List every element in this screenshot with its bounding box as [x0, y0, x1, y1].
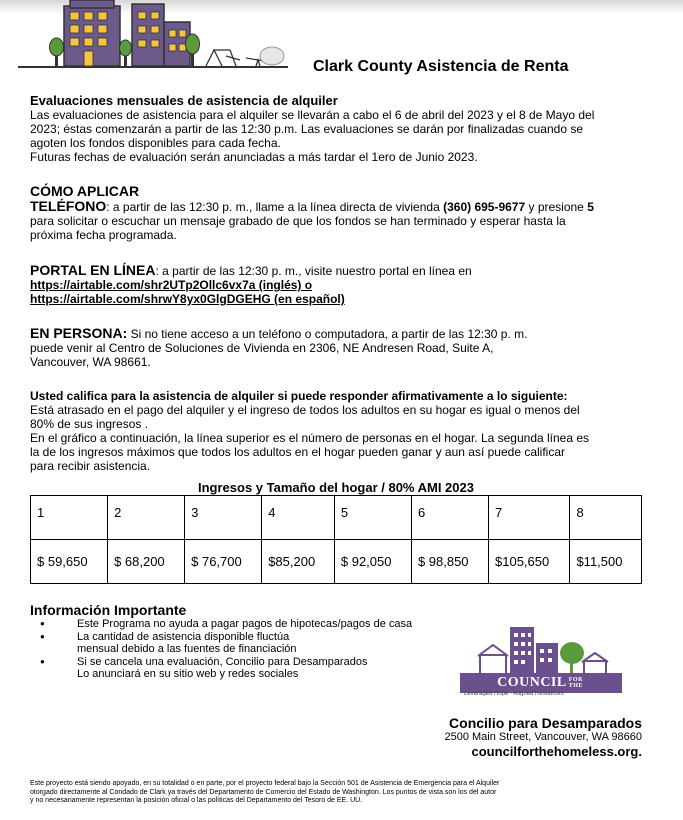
- info-item-text: mensual debido a las fuentes de financiación: [77, 643, 297, 655]
- portal-section: [30, 263, 646, 306]
- portal-link-english[interactable]: https://airtable.com/shr2UTp2Ollc6vx7a (inglés) o: [30, 278, 313, 292]
- footer-line: Este proyecto está siendo apoyado, en su totalidad o en parte, por el proyecto federal bajo la Sección 501 de Asistencia de Emergencia para el Alquiler: [30, 780, 500, 787]
- logo-word: COUNCIL: [497, 675, 567, 690]
- califica-line: En el gráfico a continuación, la línea superior es el número de personas en el hogar. La segunda línea es: [30, 431, 590, 445]
- evaluaciones-line: 2023; éstas comenzarán a partir de las 12:30 p.m. Las evaluaciones se darán por finalizadas cuando se: [30, 122, 584, 136]
- household-size-cell: 2: [108, 496, 185, 540]
- bush-icon: [260, 47, 284, 65]
- household-size-cell: 4: [262, 496, 335, 540]
- evaluaciones-line: agoten los fondos disponibles para cada fecha.: [30, 136, 281, 150]
- income-limit-cell: $105,650: [489, 540, 570, 584]
- logo-buildings-icon: [460, 625, 622, 675]
- household-size-cell: 5: [334, 496, 411, 540]
- telefono-label: TELÉFONO: [30, 198, 107, 214]
- household-size-cell: 1: [31, 496, 108, 540]
- info-item: [40, 631, 460, 655]
- income-limit-cell: $ 76,700: [185, 540, 262, 584]
- tree-middle: [120, 40, 132, 66]
- table-title: Ingresos y Tamaño del hogar / 80% AMI 2023: [198, 480, 474, 495]
- califica-line: Está atrasado en el pago del alquiler y el ingreso de todos los adultos en su hogar es igual o menos del: [30, 403, 580, 417]
- household-size-cell: 6: [411, 496, 488, 540]
- phone-number[interactable]: (360) 695-9677: [443, 200, 526, 214]
- household-size-cell: 8: [570, 496, 642, 540]
- persona-line: puede venir al Centro de Soluciones de Vivienda en 2306, NE Andresen Road, Suite A,: [30, 341, 494, 355]
- info-item-text: ● Este Programa no ayuda a pagar pagos de hipotecas/pagos de casa: [77, 618, 413, 630]
- telefono-text: : a partir de las 12:30 p. m., llame a la línea directa de vivienda: [106, 200, 444, 214]
- califica-line: para recibir asistencia.: [30, 459, 151, 473]
- info-item-text: ● Si se cancela una evaluación, Concilio para Desamparados: [77, 656, 368, 668]
- income-limit-row: [31, 540, 642, 584]
- info-item-text: Lo anunciará en su sitio web y redes sociales: [77, 668, 299, 680]
- persona-label: EN PERSONA:: [30, 325, 128, 341]
- califica-section: [30, 389, 646, 473]
- califica-line: la de los ingresos máximos que todos los adultos en el hogar pueden ganar y aun así puede calificar: [30, 445, 566, 459]
- household-size-cell: 7: [489, 496, 570, 540]
- organization-address: 2500 Main Street, Vancouver, WA 98660: [444, 731, 642, 743]
- income-limit-cell: $ 68,200: [108, 540, 185, 584]
- evaluaciones-line: Futuras fechas de evaluación serán anunciadas a más tardar el 1ero de Junio 2023.: [30, 150, 478, 164]
- telefono-line: próxima fecha programada.: [30, 228, 177, 242]
- como-aplicar-heading: CÓMO APLICAR: [30, 183, 140, 199]
- playground-icon: [206, 50, 240, 66]
- income-limit-cell: $ 92,050: [334, 540, 411, 584]
- portal-line: [30, 263, 646, 278]
- council-for-the-homeless-logo: [460, 625, 622, 710]
- persona-line: Vancouver, WA 98661.: [30, 355, 151, 369]
- portal-label: PORTAL EN LÍNEA: [30, 262, 156, 278]
- footer-disclaimer: [30, 780, 650, 806]
- persona-line: [30, 326, 646, 341]
- evaluaciones-section: [30, 93, 646, 164]
- household-size-row: [31, 496, 642, 540]
- evaluaciones-heading: Evaluaciones mensuales de asistencia de alquiler: [30, 93, 338, 108]
- income-limit-cell: $11,500: [570, 540, 642, 584]
- portal-text: : a partir de las 12:30 p. m., visite nuestro portal en línea en: [155, 264, 472, 278]
- organization-name: Concilio para Desamparados: [449, 715, 642, 731]
- phone-key: 5: [587, 200, 594, 214]
- income-limit-cell: $85,200: [262, 540, 335, 584]
- tree-left: [50, 38, 64, 66]
- califica-line: 80% de sus ingresos .: [30, 417, 149, 431]
- logo-word: HOMELESS: [499, 695, 583, 710]
- info-item-text: ● La cantidad de asistencia disponible fluctúa: [77, 631, 290, 643]
- city-skyline-illustration: [18, 0, 288, 72]
- portal-link-spanish[interactable]: https://airtable.com/shrwY8yx0GlgDGEHG (en español): [30, 292, 345, 306]
- califica-heading: Usted califica para la asistencia de alquiler si puede responder afirmativamente a lo siguiente:: [30, 389, 568, 403]
- income-limit-cell: $ 98,850: [411, 540, 488, 584]
- info-item: [40, 656, 460, 680]
- page-title: Clark County Asistencia de Renta: [313, 58, 569, 75]
- logo-word: FOR: [568, 676, 583, 683]
- como-aplicar-section: [30, 184, 646, 242]
- telefono-line: [30, 199, 646, 214]
- household-size-cell: 3: [185, 496, 262, 540]
- telefono-text-b: y presione: [525, 200, 588, 214]
- ground-line: [18, 66, 288, 68]
- info-heading: Información Importante: [30, 602, 187, 618]
- persona-text: Si no tiene acceso a un teléfono o computadora, a partir de las 12:30 p. m.: [127, 327, 528, 341]
- info-item: [40, 618, 460, 630]
- income-limit-cell: $ 59,650: [31, 540, 108, 584]
- income-table: [30, 495, 642, 584]
- logo-tagline: Leveraged Hope · Aligned Resources: [464, 691, 564, 696]
- evaluaciones-line: Las evaluaciones de asistencia para el alquiler se llevarán a cabo el 6 de abril del 2023 y el 8 de Mayo del: [30, 108, 595, 122]
- telefono-line: para solicitar o escuchar un mensaje grabado de que los fondos se han terminado y esperar hasta la: [30, 214, 566, 228]
- organization-website[interactable]: councilforthehomeless.org.: [471, 744, 642, 759]
- logo-word: THE: [568, 682, 583, 689]
- logo-small-words: [569, 677, 583, 689]
- footer-line: otorgado directamente al Condado de Clark ya través del Departamento de Comercio del Estado de Washington. Los puntos de vista son los del autor: [30, 788, 497, 796]
- footer-line: y no necesariamente representan la posición oficial o las políticas del Departamento del Tesoro de EE. UU.: [30, 797, 363, 804]
- organization-contact: [444, 715, 642, 759]
- persona-section: [30, 326, 646, 369]
- info-list: [40, 618, 460, 681]
